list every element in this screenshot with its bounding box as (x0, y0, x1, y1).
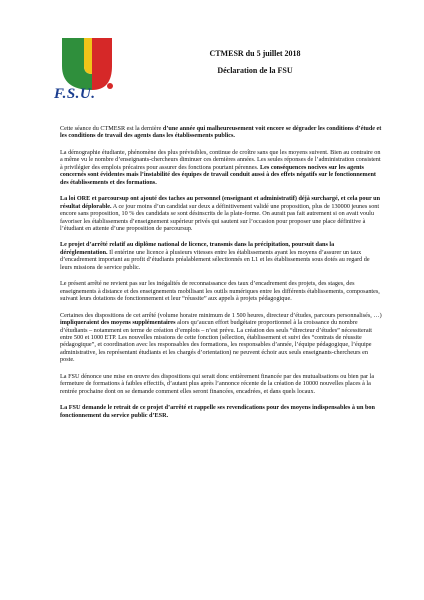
document-body (60, 125, 382, 428)
bold-text-run: Le projet d’arrêté relatif au diplôme national de licence, transmis dans la précipitation, poursuit dans la déréglementation. (60, 241, 335, 256)
bold-text-run: impliqueraient des moyens supplémentaires (60, 319, 176, 327)
bold-text-run: d’une année qui malheureusement voit encore se dégrader les conditions d’étude et les conditions de travail des agents dans les établissements publics. (60, 125, 382, 140)
fsu-logo (56, 36, 116, 116)
fsu-logo-mark (56, 36, 116, 92)
text-run: La FSU dénonce une mise en œuvre des dispositions qui serait donc entièrement financée par des mutualisations ou bien par la fermeture de formations à faibles effectifs, d’autant plus après l’annonce récente de la création de 10000 nouvelles places à la rentrée prochaine dont on se demande comment elles seront financées, encadrées, et dans quels locaux. (60, 372, 375, 395)
text-run: La démographie étudiante, phénomène des plus prévisibles, continue de croître sans que les moyens suivent. Bien au contraire on a même vu le nombre d’enseignants-chercheurs diminuer ces dernières années. Les seules réponses de l’administration consistent à privilégier des emplois précaires pour assurer des fonctions pourtant pérennes. (60, 148, 381, 171)
text-run: Certaines des dispositions de cet arrêté (volume horaire minimum de 1 500 heures, directeur d’études, parcours personnalisés, …) (60, 311, 382, 319)
paragraph-8 (60, 404, 382, 419)
bold-text-run: Les conséquences nocives sur les agents concernés sont évidentes mais l’instabilité des équipes de travail conduit aussi à des effets négatifs sur le fonctionnement des établissements et des formations. (60, 163, 376, 186)
bold-text-run: La FSU demande le retrait de ce projet d’arrêté et rappelle ses revendications pour des moyens indispensables à un bon fonctionnement du service public d’ESR. (60, 404, 375, 419)
text-run: Il entérine une licence à plusieurs vitesses entre les établissements ayant les moyens d’assurer un taux d’encadrement important au profit d’étudiants préalablement sélectionnés en L1 et les établissements sous dotés au regard de leurs missions de service public. (60, 248, 370, 271)
document-title: Déclaration de la FSU (217, 66, 293, 75)
paragraph-2 (60, 149, 382, 186)
text-run: alors qu’aucun effort budgétaire proportionnel à la croissance du nombre d’étudiants – notamment en terme de création d’emplois – n’est prévu. La création des seuls “directeur d’études” nécessiterait entre 500 et 1000 ETP. Les nouvelles missions de cette fonction (sélection, établissement et suivi des “contrats de réussite pédagogique”, et coordination avec les responsables des formations, les responsables d’année, l’équipe pédagogique, l’équipe administrative, les représentant étudiants et les chargés d’orientation) ne peuvent échoir aux seuls enseignants-chercheurs en poste. (60, 319, 373, 364)
logo-caption: F.S.U. (54, 86, 96, 102)
paragraph-3 (60, 195, 382, 232)
paragraph-4 (60, 241, 382, 271)
meeting-date-line: CTMESR du 5 juillet 2018 (209, 49, 301, 58)
bold-text-run: La loi ORE et parcoursup ont ajouté des taches au personnel (enseignant et administratif) déjà surchargé, et cela pour un résultat déplorable. (60, 195, 381, 210)
paragraph-7 (60, 373, 382, 395)
paragraph-5 (60, 280, 382, 302)
text-run: A ce jour moins d’un candidat sur deux a définitivement validé une proposition, plus de 130000 jeunes sont encore sans proposition, 10 % des candidats se sont désinscrits de la plate-forme. On aurait pas fait autrement si on avait voulu favoriser les établissements d’enseignement supérieur privés qui sautent sur l’occasion pour proposer une place définitive à l’étudiant en attente d’une proposition de parcoursup. (60, 202, 380, 232)
text-run: Le présent arrêté ne revient pas sur les inégalités de reconnaissance des taux d’encadrement des projets, des stages, des enseignements à distance et des enseignements mobilisant les outils numériques entre les différents établissements, composantes, suivant leurs dotations de fonctionnement et leur “réussite” aux appels à projets pédagogique. (60, 280, 380, 303)
text-run: Cette séance du CTMESR est la dernière (60, 125, 163, 132)
document-header (140, 50, 370, 75)
paragraph-6 (60, 312, 382, 364)
paragraph-1 (60, 125, 382, 140)
